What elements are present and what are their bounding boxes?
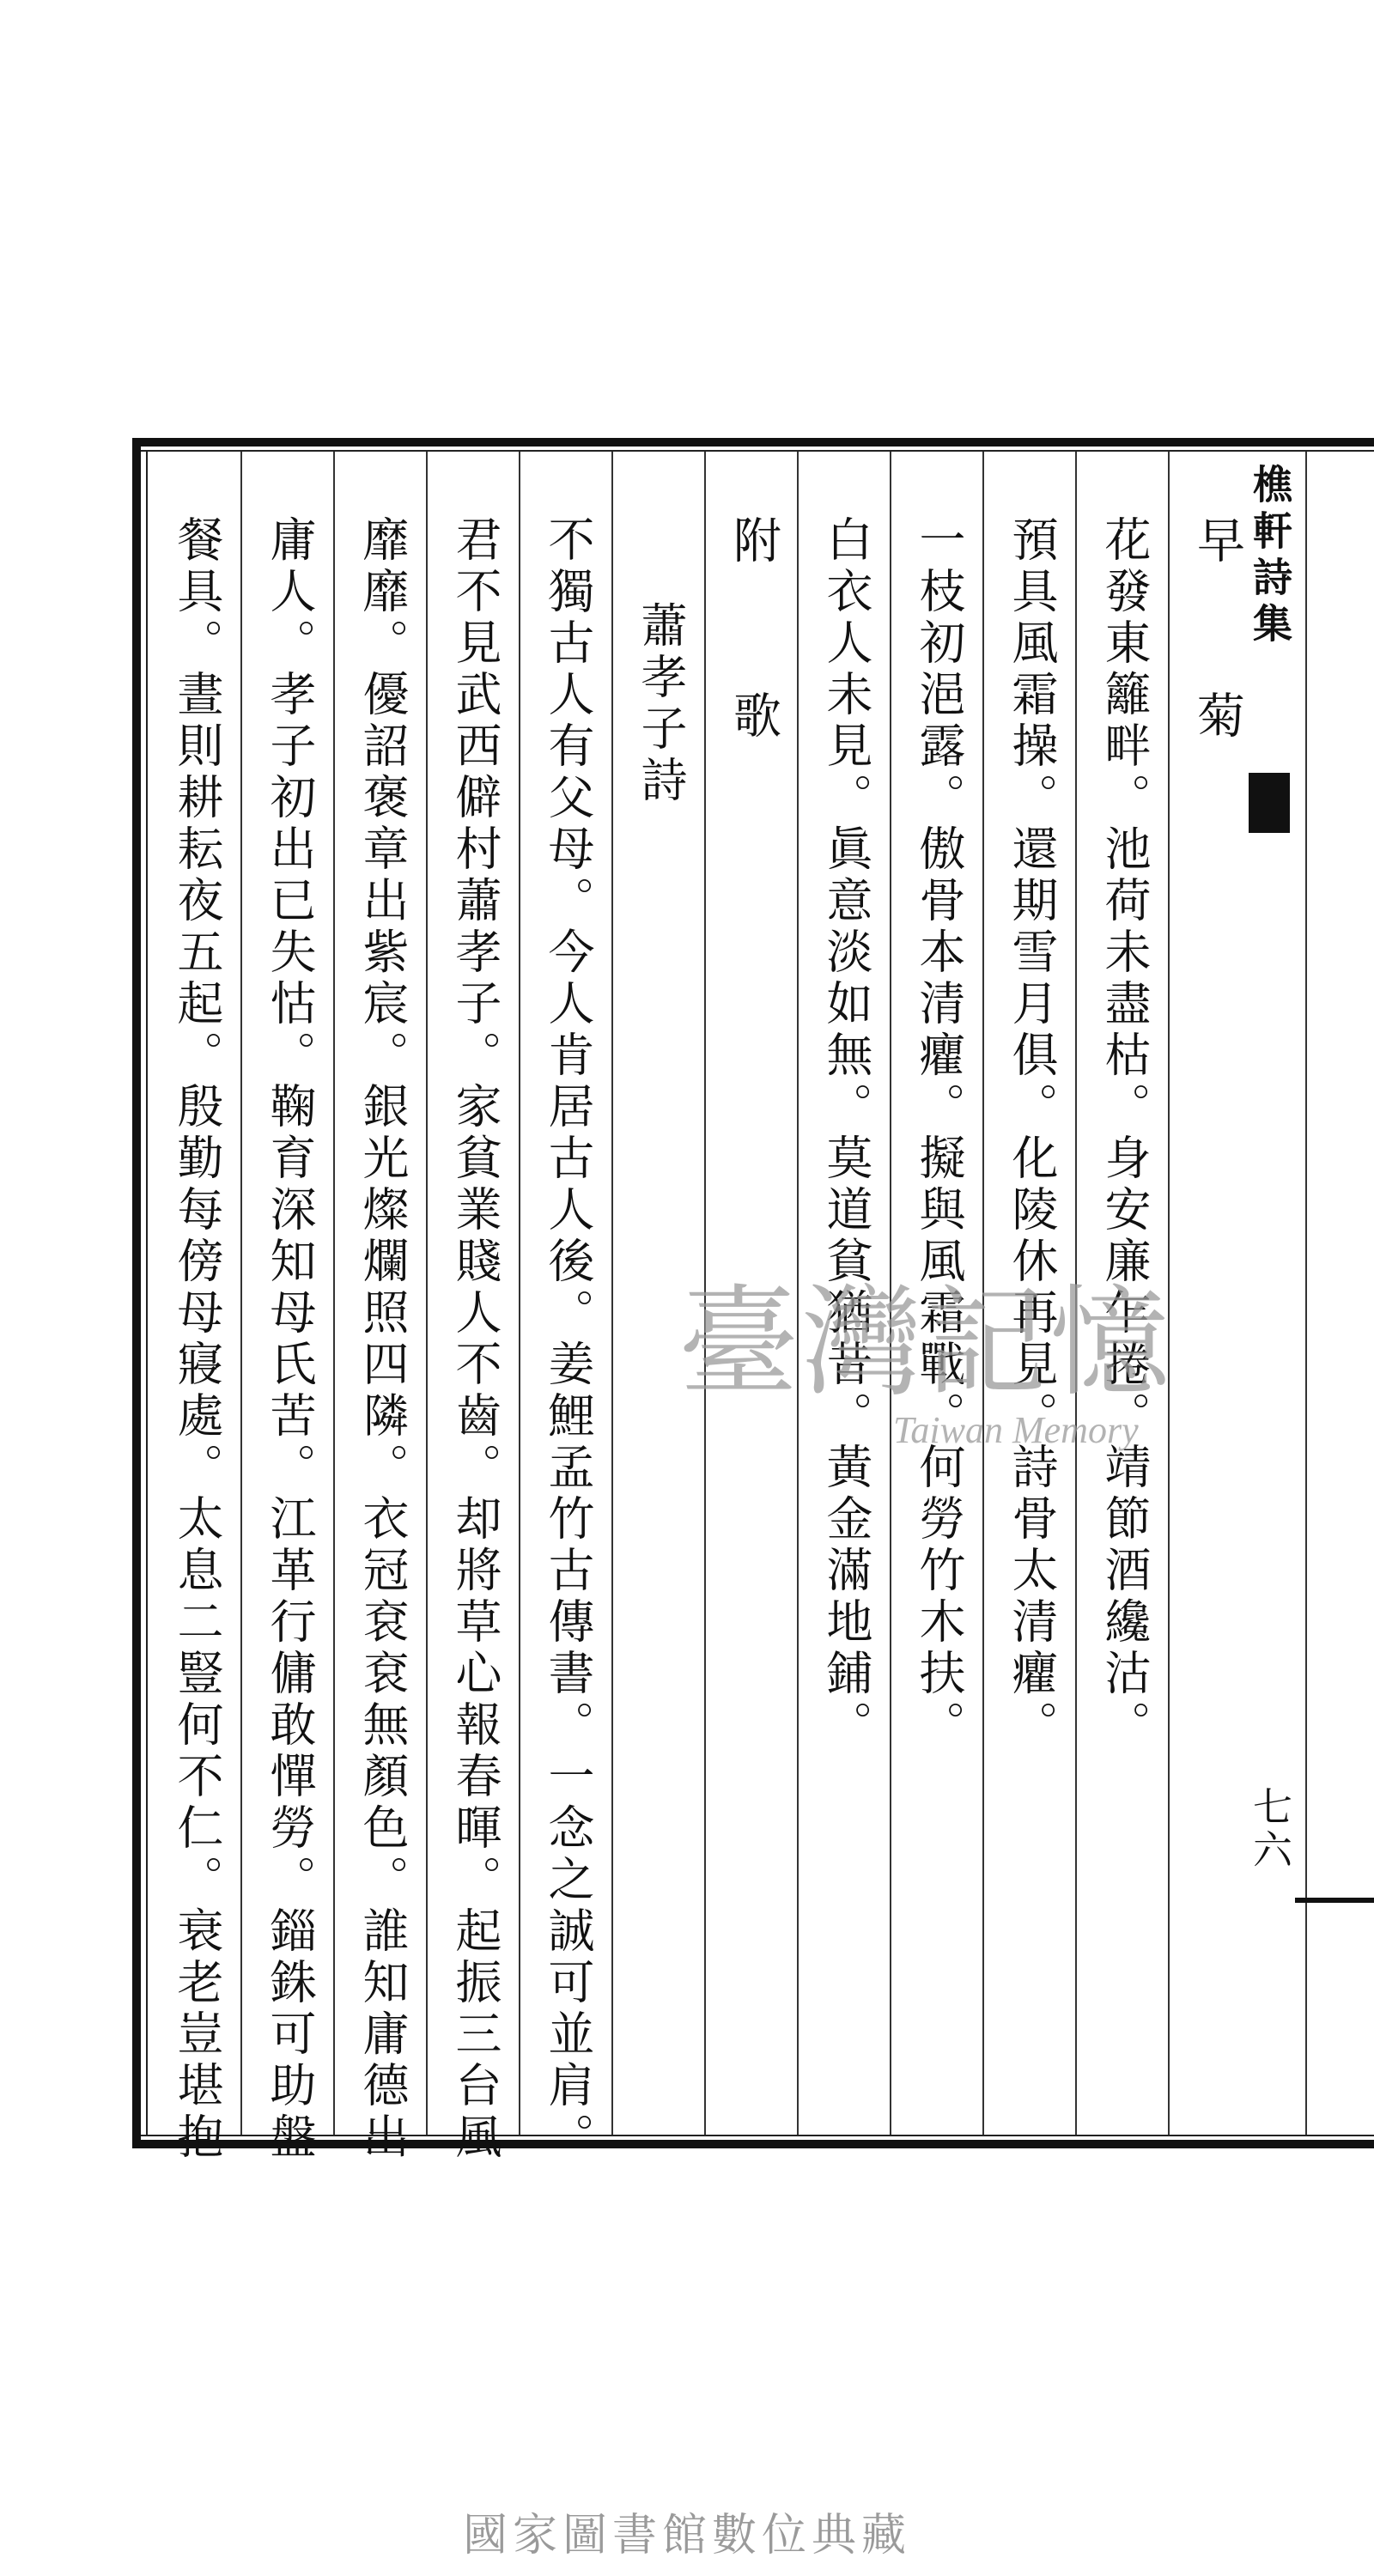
poem-line: 預具風霜操。還期雪月俱。化陵休再見。詩骨太清癯。 [1005, 515, 1059, 1752]
poem-line: 君不見武西僻村蕭孝子。家貧業賤人不齒。却將草心報春暉。起振三台風 [448, 515, 502, 2164]
poem-line: 一枝初浥露。傲骨本清癯。擬與風霜戰。何勞竹木扶。 [912, 515, 966, 1752]
text-column [807, 515, 885, 2129]
frame-top-border [136, 438, 1374, 447]
text-column-subtitle [622, 601, 699, 2215]
library-footer: 國家圖書館數位典藏 [462, 2510, 911, 2561]
column-rule [519, 452, 520, 2135]
text-column-section [714, 515, 792, 2129]
column-rule [982, 452, 984, 2135]
text-column [900, 515, 977, 2129]
text-column [251, 515, 328, 2164]
poem-line: 白衣人未見。眞意淡如無。莫道貧猶昔。黃金滿地鋪。 [819, 515, 873, 1752]
poem-subtitle: 蕭孝子詩 [634, 601, 688, 807]
column-rule [1075, 452, 1077, 2135]
section-heading: 附 歌 [726, 515, 781, 778]
poem-title: 早 菊 [1189, 515, 1245, 778]
poem-line: 餐具。晝則耕耘夜五起。殷勤每傍母寢處。太息二豎何不仁。衰老豈堪抱 [170, 515, 224, 2164]
poem-line: 靡靡。優詔褒章出紫宸。銀光燦爛照四隣。衣冠袞袞無顏色。誰知庸德出 [356, 515, 410, 2164]
watermark-english: Taiwan Memory [893, 1409, 1139, 1451]
watermark-chinese: 臺灣記憶 [678, 1273, 1174, 1413]
frame-left-inner-border [146, 452, 148, 2135]
column-rule [426, 452, 428, 2135]
margin-rule [1305, 452, 1307, 2135]
column-rule [797, 452, 799, 2135]
text-column [436, 515, 514, 2164]
frame-top-inner-border [136, 450, 1374, 452]
column-rule [1168, 452, 1170, 2135]
text-column [1085, 515, 1163, 2129]
text-column [993, 515, 1070, 2129]
margin-book-title: 樵軒詩集 [1247, 464, 1293, 649]
text-column-title [1178, 515, 1255, 2129]
text-column [158, 515, 235, 2164]
text-column [529, 515, 606, 2164]
margin-page-number: 七六 [1247, 1786, 1293, 1872]
poem-line: 花發東籬畔。池荷未盡枯。身安廉乍捲。靖節酒纔沽。 [1097, 515, 1152, 1752]
frame-left-border [132, 438, 141, 2148]
poem-line: 庸人。孝子初出已失怙。鞠育深知母氏苦。江革行傭敢憚勞。錙銖可助盤 [263, 515, 317, 2164]
column-rule [240, 452, 242, 2135]
margin-page-tick [1295, 1898, 1374, 1903]
column-rule [611, 452, 613, 2135]
text-column [344, 515, 421, 2164]
poem-line: 不獨古人有父母。今人肯居古人後。姜鯉孟竹古傳書。一念之誠可並肩。 [541, 515, 595, 2164]
column-rule [333, 452, 335, 2135]
column-rule [890, 452, 891, 2135]
column-rule [704, 452, 706, 2135]
